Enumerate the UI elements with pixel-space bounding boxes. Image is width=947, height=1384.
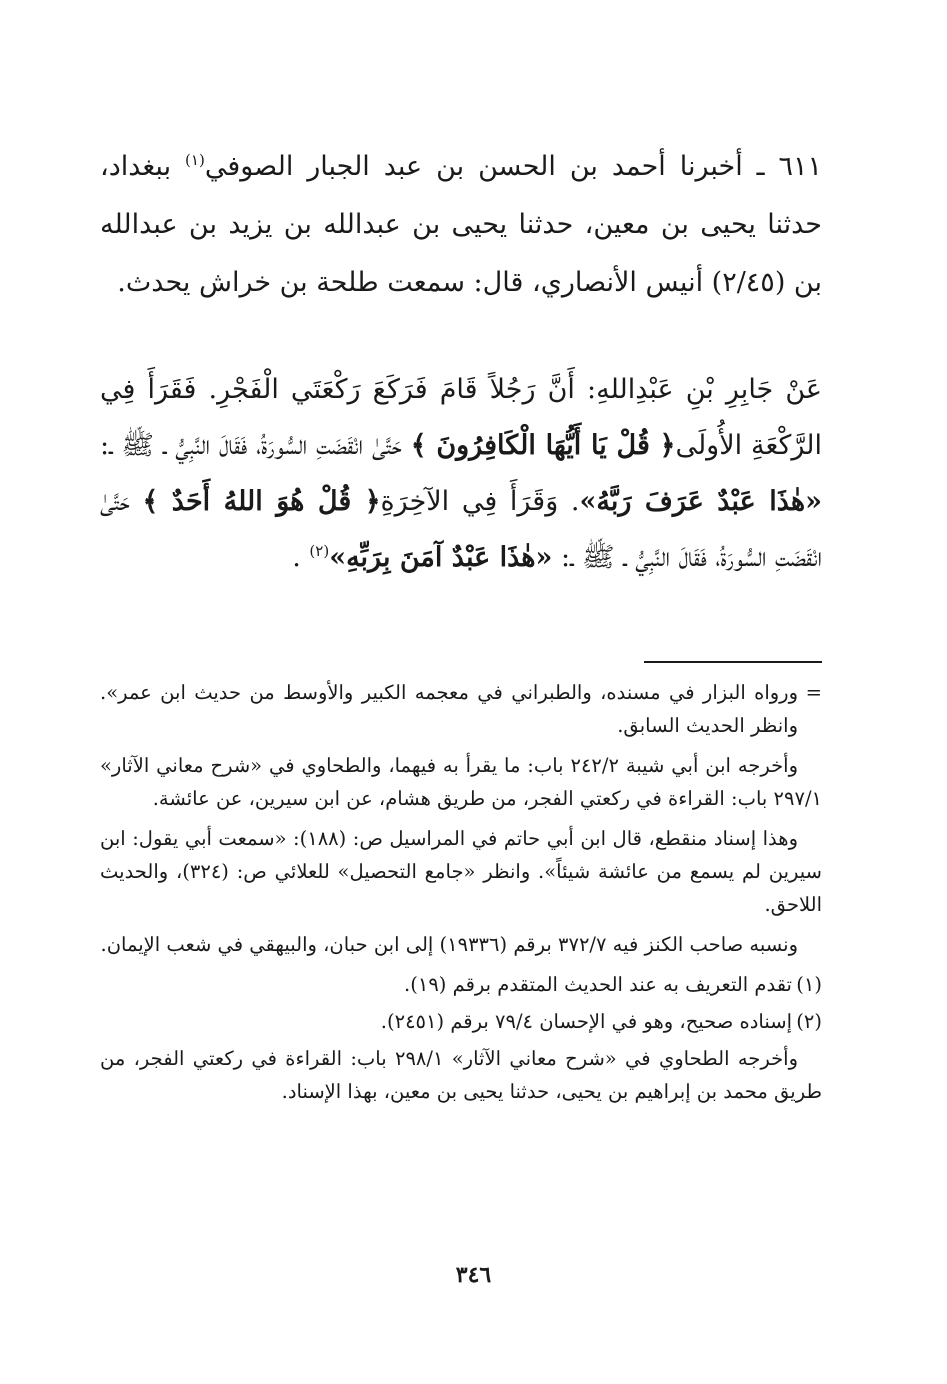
prophet-quote-1: «هٰذَا عَبْدٌ عَرَفَ رَبَّهُ» bbox=[579, 486, 822, 517]
footnote-continuation: = ورواه البزار في مسنده، والطبراني في معجمه الكبير والأوسط من حديث ابن عمر». وانظر الحديث السابق. bbox=[100, 676, 822, 742]
isnad-paragraph: ٦١١ ـ أخبرنا أحمد بن الحسن بن عبد الجبار الصوفي$^{(١)}$ ببغداد، حدثنا يحيى بن معين، حدثنا يحيى بن عبدالله بن يزيد بن عبدالله بن (٢/٤٥) أنيس الأنصاري، قال: سمعت طلحة بن خراش يحدث. bbox=[100, 151, 822, 298]
footnote-paragraph: وأخرجه ابن أبي شيبة ٢٤٢/٢ باب: ما يقرأ به فيهما، والطحاوي في «شرح معاني الآثار» ٢٩٧/١ باب: القراءة في ركعتي الفجر، من طريق هشام، عن ابن سيرين، عن عائشة. bbox=[100, 754, 822, 810]
matn-paragraph: عَنْ جَابِرِ بْنِ عَبْدِاللهِ: أَنَّ رَجُلاً قَامَ فَرَكَعَ رَكْعَتَي الْفَجْرِ. فَقَرَأَ فِي الرَّكْعَةِ الأُولَى﴿ قُلْ يَا أَيُّهَا الْكَافِرُونَ ﴾ حَتَّىٰ انْقَضَتِ السُّورَةُ، فَقَالَ النَّبِيُّ ـ ﷺ ـ: «هٰذَا عَبْدٌ عَرَفَ رَبَّهُ». وَقَرَأَ فِي الآخِرَةِ﴿ قُلْ هُوَ اللهُ أَحَدٌ ﴾ حَتَّىٰ انْقَضَتِ السُّورَةُ، فَقَالَ النَّبِيُّ ـ ﷺ ـ: «هٰذَا عَبْدٌ آمَنَ بِرَبِّهِ»$^{(٢)}$ . bbox=[100, 374, 823, 573]
continuation-mark: = bbox=[805, 681, 822, 704]
prophet-quote-2: «هٰذَا عَبْدٌ آمَنَ بِرَبِّهِ» bbox=[329, 542, 553, 573]
footnote-separator bbox=[644, 661, 822, 663]
footnote-paragraph: وهذا إسناد منقطع، قال ابن أبي حاتم في المراسيل ص: (١٨٨): «سمعت أبي يقول: ابن سيرين لم يسمع من عائشة شيئاً». وانظر «جامع التحصيل» للعلائي ص: (٣٢٤)، والحديث اللاحق. bbox=[100, 827, 822, 916]
page-number: ٣٤٦ bbox=[455, 1262, 492, 1288]
hadith-text bbox=[100, 362, 822, 586]
quran-quote-1: ﴿ قُلْ يَا أَيُّهَا الْكَافِرُونَ ﴾ bbox=[410, 430, 676, 461]
footnote-number: (٢) bbox=[796, 1010, 822, 1033]
footnote-paragraph: وأخرجه الطحاوي في «شرح معاني الآثار» ٢٩٨/١ باب: القراءة في ركعتي الفجر، من طريق محمد بن إبراهيم بن يحيى، حدثنا يحيى بن معين، بهذا الإسناد. bbox=[100, 1047, 822, 1103]
footnote-ref-1: (١) bbox=[185, 151, 205, 169]
hadith-chain bbox=[100, 138, 822, 312]
footnote-ref-2: (٢) bbox=[309, 542, 330, 560]
quran-quote-2: ﴿ قُلْ هُوَ اللهُ أَحَدٌ ﴾ bbox=[142, 486, 381, 517]
footnote-number: (١) bbox=[796, 973, 822, 996]
footnote-1: (١) تقدم التعريف به عند الحديث المتقدم برقم (١٩). bbox=[100, 968, 822, 1001]
footnote-paragraph: ونسبه صاحب الكنز فيه ٣٧٢/٧ برقم (١٩٣٣٦) إلى ابن حبان، والبيهقي في شعب الإيمان. bbox=[100, 933, 798, 956]
footnote-2: (٢) إسناده صحيح، وهو في الإحسان ٧٩/٤ برقم (٢٤٥١). bbox=[100, 1005, 822, 1038]
footnotes bbox=[100, 676, 822, 1115]
